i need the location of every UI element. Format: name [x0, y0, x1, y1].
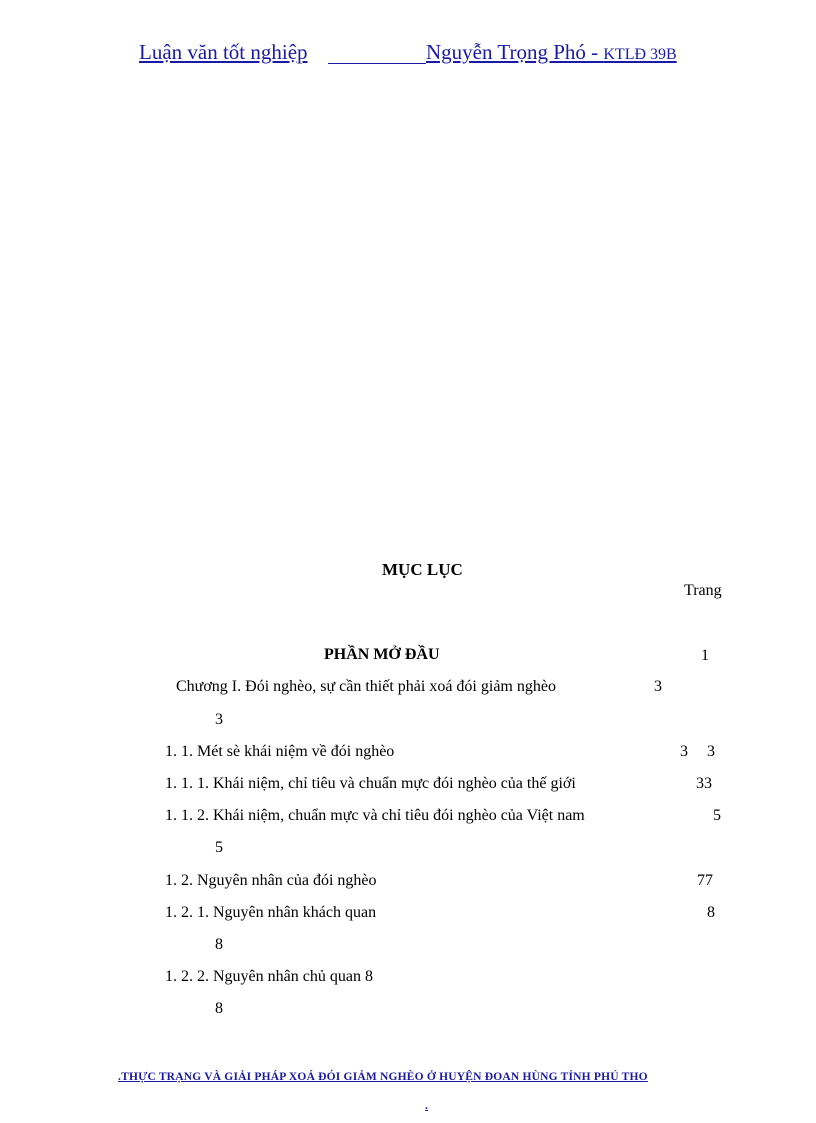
toc-entry-1-1-page-2: 3 [707, 743, 715, 760]
footer-mark: . [425, 1100, 429, 1112]
header-left-title: Luận văn tốt nghiệp [139, 40, 308, 64]
header-underline-gap [328, 63, 426, 64]
toc-entry-1-2-1-page: 8 [707, 904, 715, 921]
header-author-name: Nguyễn Trọng Phó - [426, 40, 604, 64]
toc-entry-1-1: 1. 1. Mét sè khái niệm về đói nghèo [165, 743, 395, 760]
toc-entry-chapter-1-page-wrap: 3 [215, 711, 223, 728]
toc-entry-1-1-1-page: 33 [696, 775, 712, 792]
header-right-author [426, 40, 677, 65]
toc-entry-1-2: 1. 2. Nguyên nhân của đói nghèo [165, 872, 377, 889]
toc-entry-chapter-1: Chương I. Đói nghèo, sự cần thiết phải xoá đói giảm nghèo [176, 678, 556, 695]
toc-page-label: Trang [684, 582, 722, 599]
toc-intro-label: PHẦN MỞ ĐẦU [324, 646, 440, 663]
toc-entry-1-2-1: 1. 2. 1. Nguyên nhân khách quan [165, 904, 377, 921]
toc-entry-1-1-1: 1. 1. 1. Khái niệm, chỉ tiêu và chuẩn mực đói nghèo của thế giới [165, 775, 576, 792]
toc-entry-1-1-2: 1. 1. 2. Khái niệm, chuẩn mực và chỉ tiêu đói nghèo của Việt nam [165, 807, 585, 824]
toc-entry-1-1-2-page-wrap: 5 [215, 839, 223, 856]
toc-entry-1-2-2: 1. 2. 2. Nguyên nhân chủ quan 8 [165, 968, 373, 985]
toc-entry-1-1-2-page: 5 [713, 807, 721, 824]
toc-intro-page: 1 [701, 647, 709, 664]
toc-entry-1-1-page: 3 [680, 743, 688, 760]
footer-thesis-title: .THỰC TRẠNG VÀ GIẢI PHÁP XOÁ ĐÓI GIẢM NGHÈO Ở HUYỆN ĐOAN HÙNG TỈNH PHÚ THO [118, 1071, 648, 1083]
toc-entry-1-2-1-page-wrap: 8 [215, 936, 223, 953]
toc-entry-1-2-2-page-wrap: 8 [215, 1000, 223, 1017]
toc-title: MỤC LỤC [382, 560, 463, 579]
toc-entry-chapter-1-page: 3 [654, 678, 662, 695]
toc-entry-1-2-page: 77 [697, 872, 713, 889]
header-class-code: KTLĐ 39B [603, 46, 677, 63]
